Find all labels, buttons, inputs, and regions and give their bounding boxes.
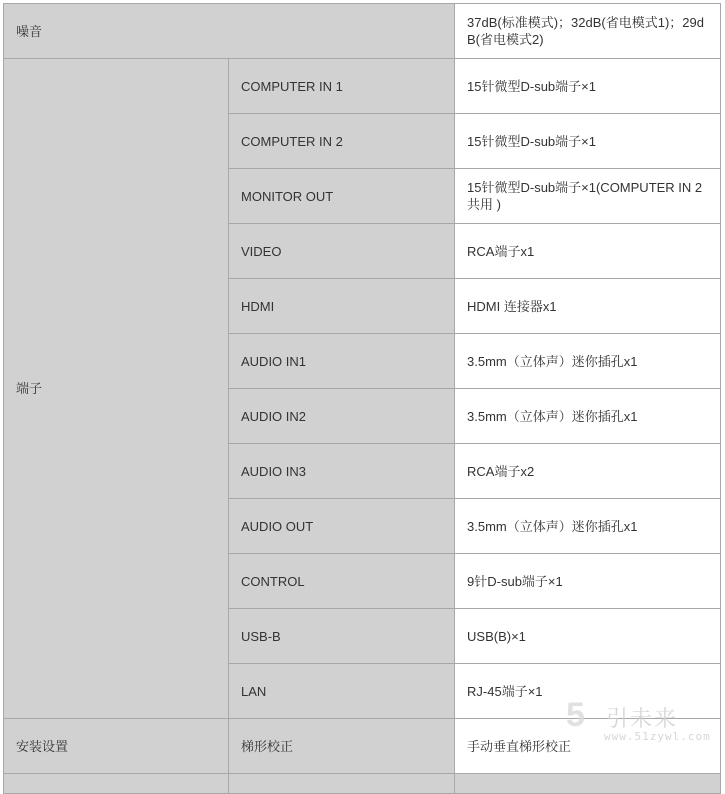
installation-value: 手动垂直梯形校正	[455, 719, 721, 774]
table-row-noise	[4, 4, 721, 59]
port-name: AUDIO IN2	[229, 389, 455, 444]
port-spec: 15针微型D-sub端子×1	[455, 59, 721, 114]
port-spec: 15针微型D-sub端子×1(COMPUTER IN 2共用 )	[455, 169, 721, 224]
noise-value: 37dB(标准模式)；32dB(省电模式1)；29dB(省电模式2)	[455, 4, 721, 59]
watermark-logo-icon: 5	[566, 696, 585, 734]
spec-table	[3, 3, 721, 794]
installation-item: 梯形校正	[229, 719, 455, 774]
port-spec: 3.5mm（立体声）迷你插孔x1	[455, 499, 721, 554]
port-spec: 9针D-sub端子×1	[455, 554, 721, 609]
port-spec: 15针微型D-sub端子×1	[455, 114, 721, 169]
port-spec: RJ-45端子×1	[455, 664, 721, 719]
port-spec: RCA端子x2	[455, 444, 721, 499]
port-spec: 3.5mm（立体声）迷你插孔x1	[455, 334, 721, 389]
port-name: VIDEO	[229, 224, 455, 279]
port-spec: 3.5mm（立体声）迷你插孔x1	[455, 389, 721, 444]
terminals-label: 端子	[4, 59, 229, 719]
port-spec: RCA端子x1	[455, 224, 721, 279]
port-name: AUDIO OUT	[229, 499, 455, 554]
noise-label: 噪音	[4, 4, 455, 59]
port-name: CONTROL	[229, 554, 455, 609]
port-name: COMPUTER IN 2	[229, 114, 455, 169]
watermark-url: www.51zywl.com	[604, 730, 711, 743]
port-name: AUDIO IN3	[229, 444, 455, 499]
watermark-text: 引未来	[606, 706, 679, 731]
port-name: AUDIO IN1	[229, 334, 455, 389]
port-name: MONITOR OUT	[229, 169, 455, 224]
port-name: COMPUTER IN 1	[229, 59, 455, 114]
installation-label: 安装设置	[4, 719, 229, 774]
port-name: USB-B	[229, 609, 455, 664]
table-row-installation	[4, 719, 721, 774]
port-name: LAN	[229, 664, 455, 719]
table-row	[4, 59, 721, 114]
port-name: HDMI	[229, 279, 455, 334]
port-spec: HDMI 连接器x1	[455, 279, 721, 334]
port-spec: USB(B)×1	[455, 609, 721, 664]
